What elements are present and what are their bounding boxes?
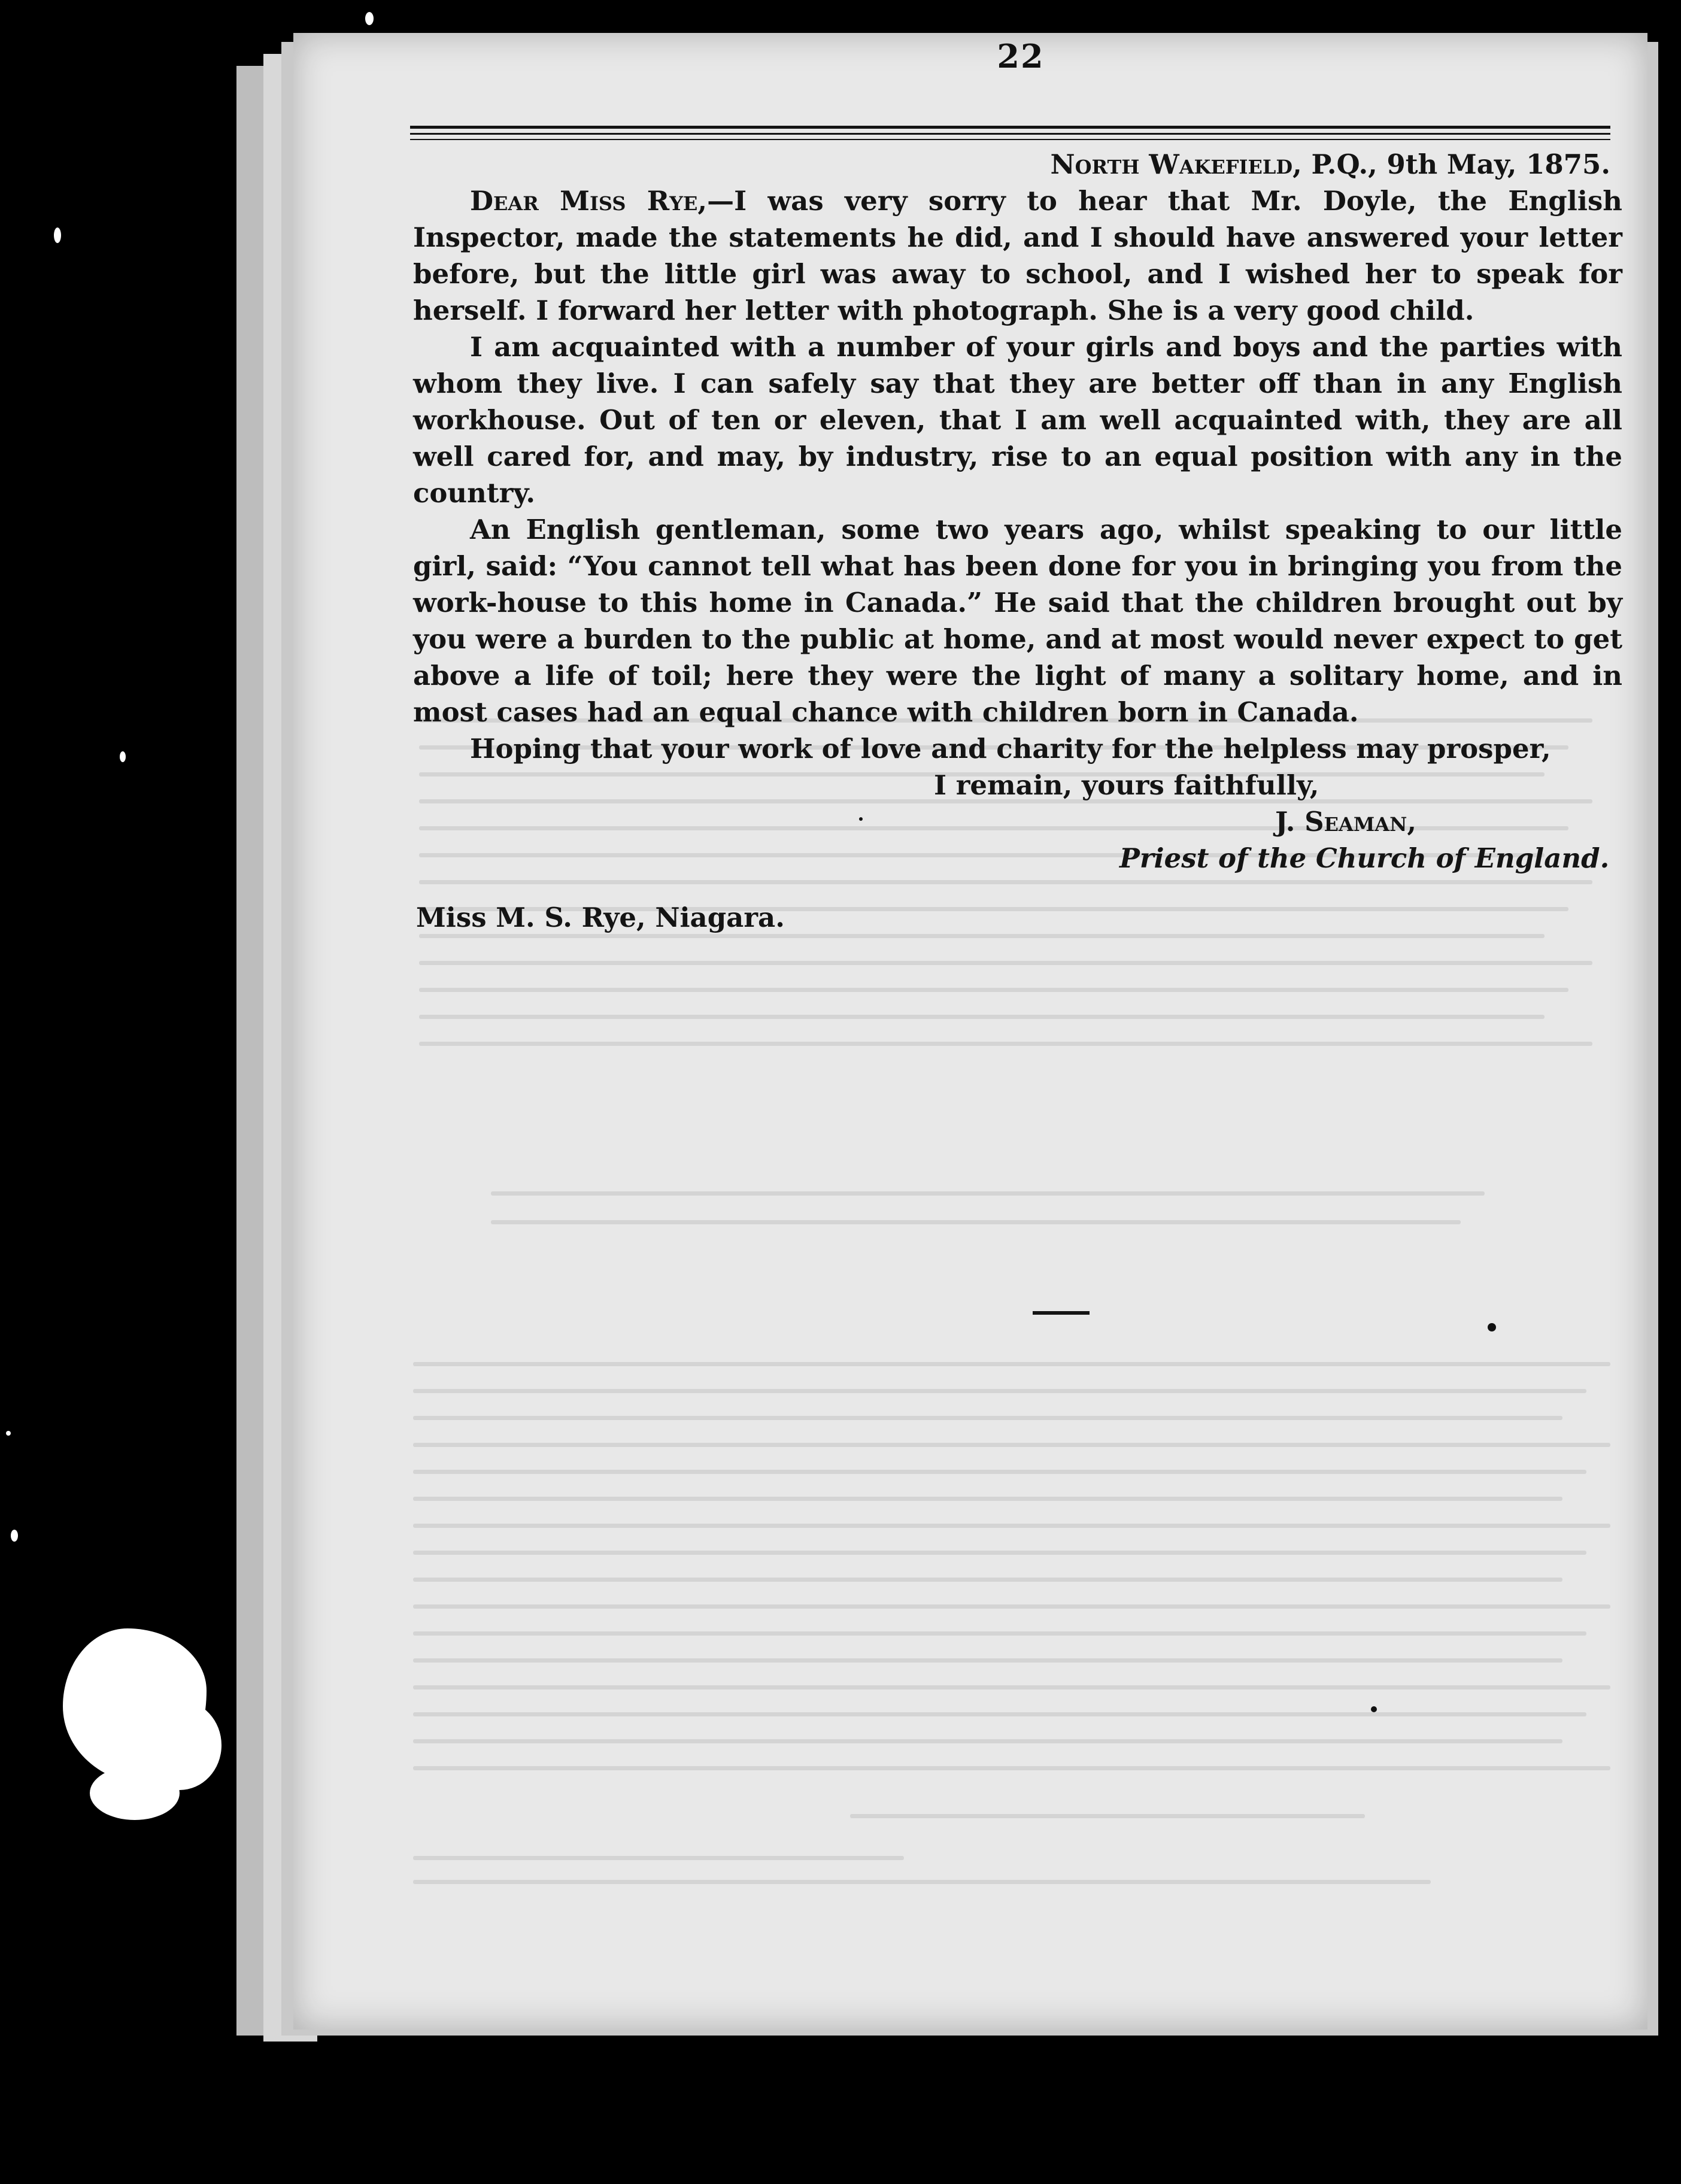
addressee: Miss M. S. Rye, Niagara.: [416, 902, 785, 933]
bleed-line: [419, 961, 1592, 965]
signature-initial: J.: [1275, 806, 1305, 838]
signature-trail: ,: [1407, 806, 1417, 838]
margin-speck: [365, 12, 374, 25]
signature-title: Priest of the Church of England.: [1119, 842, 1610, 874]
ink-dot: [1371, 1706, 1377, 1712]
paragraph-2: I am acquainted with a number of your girls and boys and the parties with whom they live. I can safely say that they are better off than in any English workhouse. Out of ten or eleven, that I am well acquainted with, they are all well cared for, and may, by industry, rise to an equal position with any in the country.: [413, 331, 1622, 509]
bleed-line: [413, 1578, 1562, 1582]
bleed-line: [419, 1042, 1592, 1046]
paragraph-1: [413, 183, 1622, 329]
letter-body: [413, 146, 1622, 936]
ink-dot: [859, 817, 863, 821]
dateline-place: North Wakefield: [1050, 148, 1293, 180]
header-rule: [410, 126, 1610, 129]
dateline: [413, 146, 1622, 183]
ink-dot: [1488, 1323, 1496, 1331]
bleed-line: [413, 1416, 1562, 1420]
margin-speck: [54, 228, 61, 243]
section-divider: [1033, 1311, 1090, 1315]
bleed-line: [419, 988, 1568, 992]
margin-speck: [120, 751, 126, 762]
bleed-line: [850, 1814, 1365, 1818]
bleed-line: [413, 1712, 1586, 1716]
margin-speck: [11, 1530, 18, 1542]
margin-blot: [90, 1766, 180, 1820]
closing-line: Hoping that your work of love and charity for the helpless may prosper,: [470, 733, 1551, 765]
bleed-line: [413, 1658, 1562, 1663]
bleed-line: [413, 1856, 904, 1860]
bleed-line: [413, 1880, 1431, 1884]
bleed-line: [413, 1631, 1586, 1636]
bleed-line: [413, 1470, 1586, 1474]
bleed-line: [413, 1524, 1610, 1528]
complimentary-close: I remain, yours faithfully,: [934, 769, 1319, 801]
bleed-line: [491, 1191, 1485, 1196]
dateline-date: , P.Q., 9th May, 1875.: [1292, 148, 1610, 180]
bleed-line: [413, 1685, 1610, 1689]
bleed-line: [491, 1220, 1461, 1224]
bleed-line: [413, 1389, 1586, 1393]
paragraph-3: An English gentleman, some two years ago, whilst speaking to our little girl, said: “You cannot tell what has been done for you in bringing you from the work-house to this home in Canada.” He said that the children brought out by you were a burden to the public at home, and at most would never expect to get above a life of toil; here they were the light of many a solitary home, and in most cases had an equal chance with children born in Canada.: [413, 514, 1622, 728]
bleed-line: [413, 1551, 1586, 1555]
bleed-line: [413, 1443, 1610, 1447]
signature: [413, 803, 1622, 840]
signature-name: Seaman: [1304, 806, 1407, 838]
bleed-line: [419, 1015, 1545, 1019]
bleed-line: [413, 1497, 1562, 1501]
page-number: 22: [997, 37, 1045, 75]
header-rule: [410, 139, 1610, 140]
bleed-line: [413, 1766, 1610, 1770]
bleed-line: [413, 1362, 1610, 1366]
bleed-line: [413, 1739, 1562, 1743]
header-rule: [410, 133, 1610, 135]
margin-speck: [6, 1431, 11, 1436]
paragraph-text: —I was very sorry to hear that Mr. Doyle, the English Inspector, made the statements he did, and I should have answered your letter before, but the little girl was away to school, and I wished her to speak for herself. I forward her letter with photograph. She is a very good child.: [413, 185, 1622, 326]
bleed-line: [413, 1604, 1610, 1609]
salutation: Dear Miss Rye,: [470, 185, 708, 217]
